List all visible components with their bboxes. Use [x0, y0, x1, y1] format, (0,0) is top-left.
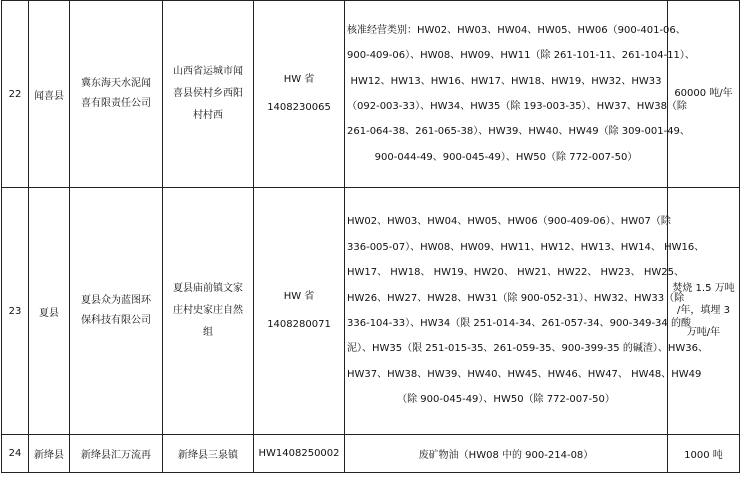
license-line: HW1408250002 — [258, 448, 340, 459]
company-cell — [70, 188, 163, 435]
capacity-line: 1000 吨 — [684, 450, 723, 461]
address-cell — [163, 435, 254, 473]
license-cell — [254, 435, 345, 473]
table-row — [2, 188, 740, 435]
capacity-line: 60000 吨/年 — [674, 88, 733, 99]
scope-line: （除 900-045-49）、HW50（除 772-007-50） — [397, 394, 615, 406]
scope-line: 336-104-33）、HW34（限 251-014-34、261-057-34、900-349-34 的酸 — [347, 318, 691, 329]
scope-cell — [345, 1, 695, 188]
capacity-cell — [668, 435, 740, 473]
scope-line: HW26、HW27、HW28、HW31（除 900-052-31）、HW32、HW33（除 — [347, 292, 685, 304]
row-number: 23 — [2, 188, 29, 435]
permit-table — [1, 0, 740, 473]
scope-line: 336-005-07）、HW08、HW09、HW11、HW12、HW13、HW14、 HW16、 — [347, 241, 705, 253]
scope-line: 泥）、HW35（限 251-015-35、261-059-35、900-399-35 的碱渣）、HW36、 — [347, 343, 708, 355]
scope-line: HW02、HW03、HW04、HW05、HW06（900-409-06）、HW07（除 — [347, 216, 671, 228]
company-line: 喜有限责任公司 — [81, 98, 151, 109]
capacity-cell — [668, 188, 740, 435]
address-line: 喜县侯村乡西阳 — [173, 88, 243, 99]
scope-line: 900-044-49、900-045-49）、HW50（除 772-007-50） — [374, 151, 638, 163]
scope-line: 核准经营类别：HW02、HW03、HW04、HW05、HW06（900-401-06、 — [347, 24, 686, 36]
license-line: HW 省 — [283, 74, 315, 85]
address-line: 庄村史家庄自然 — [173, 305, 243, 316]
license-line: 1408280071 — [267, 319, 331, 330]
scope-line: HW12、HW13、HW16、HW17、HW18、HW19、HW32、HW33 — [350, 75, 662, 87]
row-number: 22 — [2, 1, 29, 188]
scope-line: 900-409-06）、HW08、HW09、HW11（除 261-101-11、261-104-11）、 — [347, 50, 695, 62]
county-cell: 新绛县 — [29, 435, 70, 473]
capacity-line: /年，填埋 3 — [677, 305, 730, 316]
license-line: HW 省 — [283, 291, 315, 302]
table-row — [2, 1, 740, 188]
address-line: 组 — [203, 327, 213, 338]
company-line: 夏县众为蓝图环 — [81, 295, 151, 306]
company-line: 保科技有限公司 — [81, 315, 151, 326]
table-row — [2, 435, 740, 473]
company-line: 新绛县汇万流再 — [81, 450, 151, 461]
scope-line: HW37、HW38、HW39、HW40、HW45、HW46、HW47、 HW48、HW49 — [347, 368, 702, 380]
address-line: 村村西 — [193, 110, 223, 121]
scope-line: 废矿物油（HW08 中的 900-214-08） — [418, 450, 594, 461]
county-cell: 闻喜县 — [29, 1, 70, 188]
scope-line: 261-064-38、261-065-38）、HW39、HW40、HW49（除 309-001-49、 — [347, 126, 690, 138]
scope-line: HW17、 HW18、 HW19、HW20、 HW21、HW22、 HW23、 HW25、 — [347, 267, 684, 279]
capacity-line: 万吨/年 — [686, 327, 721, 338]
address-line: 山西省运城市闻 — [173, 66, 243, 77]
license-line: 1408230065 — [267, 102, 331, 113]
license-cell — [254, 1, 345, 188]
scope-cell — [345, 435, 668, 473]
license-cell — [254, 188, 345, 435]
company-line: 冀东海天水泥闻 — [81, 78, 151, 89]
capacity-line: 焚烧 1.5 万吨 — [672, 283, 735, 294]
address-line: 夏县庙前镇文家 — [173, 283, 243, 294]
address-line: 新绛县三泉镇 — [178, 450, 238, 461]
company-cell — [70, 1, 163, 188]
row-number: 24 — [2, 435, 29, 473]
address-cell — [163, 1, 254, 188]
company-cell — [70, 435, 163, 473]
county-cell: 夏县 — [29, 188, 70, 435]
address-cell — [163, 188, 254, 435]
scope-line: （092-003-33）、HW34、HW35（除 193-003-35）、HW37、HW38（除 — [347, 101, 687, 112]
